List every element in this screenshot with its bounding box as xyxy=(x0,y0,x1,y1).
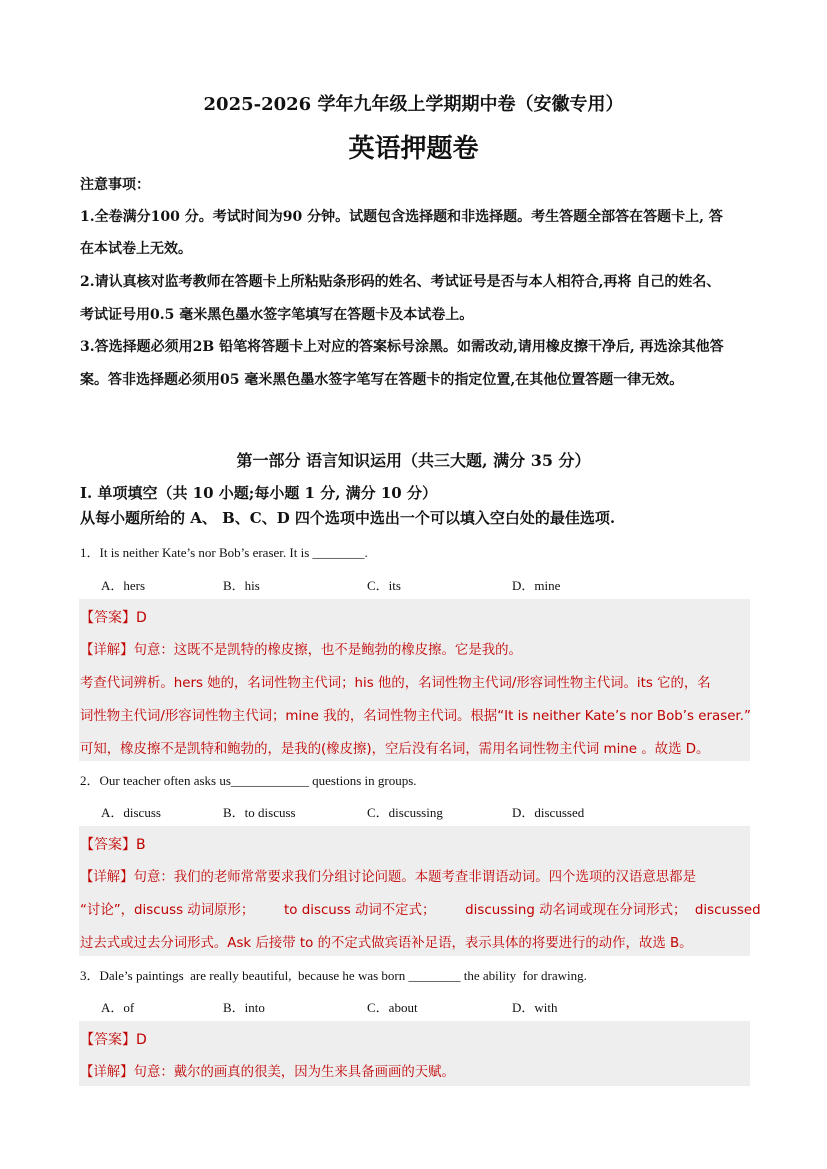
notice-line: 2.请认真核对监考教师在答题卡上所粘贴条形码的姓名、考试证号是否与本人相符合,再将 自己的姓名、 xyxy=(80,274,721,290)
option-d: D．discussed xyxy=(512,805,585,820)
option-a: A．hers xyxy=(101,578,146,593)
exam-title: 2025-2026 学年九年级上学期期中卷（安徽专用） xyxy=(203,94,624,115)
explanation-line: 【详解】句意：这既不是凯特的橡皮擦，也不是鲍勃的橡皮擦。它是我的。 xyxy=(80,643,522,658)
explanation-line: 【详解】句意：我们的老师常常要求我们分组讨论问题。本题考查非谓语动词。四个选项的汉语意思都是 xyxy=(80,870,696,885)
option-c: C．about xyxy=(367,1000,418,1015)
part-title: I. 单项填空（共 10 小题;每小题 1 分, 满分 10 分） xyxy=(80,484,437,502)
option-a: A．of xyxy=(101,1000,135,1015)
explanation-line: 过去式或过去分词形式。Ask 后接带 to 的不定式做宾语补足语，表示具体的将要进行的动作，故选 B。 xyxy=(80,936,693,951)
notice-line: 3.答选择题必须用2B 铅笔将答题卡上对应的答案标号涂黑。如需改动,请用橡皮擦干净后, 再选涂其他答 xyxy=(80,339,724,355)
notice-heading: 注意事项： xyxy=(80,177,150,193)
question-stem: 1．It is neither Kate’s nor Bob’s eraser. It is ________. xyxy=(80,545,368,560)
option-c: C．discussing xyxy=(367,805,443,820)
question-stem: 3．Dale’s paintings are really beautiful, because he was born ________ the ability for drawing. xyxy=(80,968,587,983)
explanation-line: “讨论”，discuss 动词原形； to discuss 动词不定式； discussing 动名词或现在分词形式； discussed xyxy=(80,903,761,918)
option-d: D．with xyxy=(512,1000,558,1015)
explanation-line: 【详解】句意：戴尔的画真的很美，因为生来具备画画的天赋。 xyxy=(80,1065,455,1080)
option-b: B．to discuss xyxy=(223,805,296,820)
answer-label: 【答案】B xyxy=(80,837,146,853)
notice-line: 考试证号用0.5 毫米黑色墨水签字笔填写在答题卡及本试卷上。 xyxy=(80,307,474,323)
option-b: B．his xyxy=(223,578,260,593)
option-a: A．discuss xyxy=(101,805,161,820)
explanation-line: 可知，橡皮擦不是凯特和鲍勃的，是我的(橡皮擦)，空后没有名词，需用名词性物主代词 mine 。故选 D。 xyxy=(80,742,710,757)
subject-title: 英语押题卷 xyxy=(348,134,479,164)
option-c: C．its xyxy=(367,578,401,593)
notice-line: 案。答非选择题必须用05 毫米黑色墨水签字笔写在答题卡的指定位置,在其他位置答题一律无效。 xyxy=(80,372,684,388)
option-b: B．into xyxy=(223,1000,265,1015)
notice-line: 在本试卷上无效。 xyxy=(80,241,192,257)
answer-label: 【答案】D xyxy=(80,1032,147,1048)
explanation-line: 词性物主代词/形容词性物主代词；mine 我的，名词性物主代词。根据“It is neither Kate’s nor Bob’s eraser.” xyxy=(80,709,751,724)
answer-label: 【答案】D xyxy=(80,610,147,626)
part-instruction: 从每小题所给的 A、 B、C、D 四个选项中选出一个可以填入空白处的最佳选项. xyxy=(80,509,616,527)
notice-line: 1.全卷满分100 分。考试时间为90 分钟。试题包含选择题和非选择题。考生答题全部答在答题卡上, 答 xyxy=(80,209,723,225)
explanation-line: 考查代词辨析。hers 她的，名词性物主代词；his 他的，名词性物主代词/形容词性物主代词。its 它的，名 xyxy=(80,676,711,691)
question-stem: 2．Our teacher often asks us____________ questions in groups. xyxy=(80,773,417,788)
section-title: 第一部分 语言知识运用（共三大题, 满分 35 分） xyxy=(236,451,591,470)
option-d: D．mine xyxy=(512,578,561,593)
